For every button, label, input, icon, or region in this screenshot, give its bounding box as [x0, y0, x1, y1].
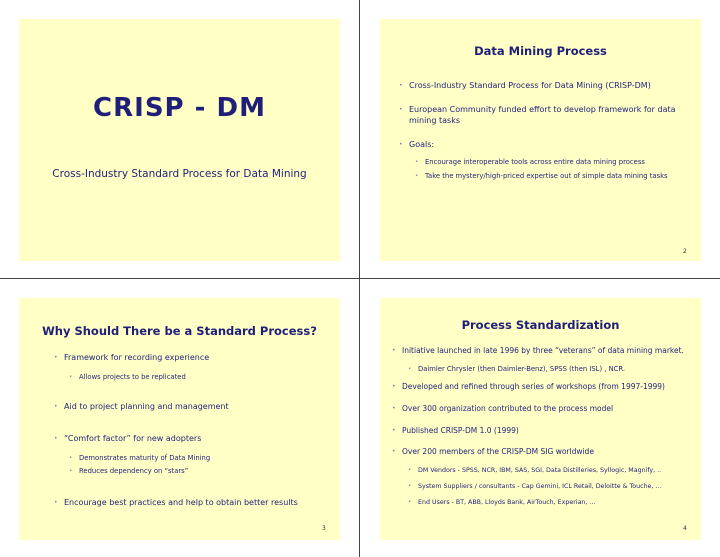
slide-1	[19, 19, 340, 261]
slide-2-title: Data Mining Process	[474, 44, 607, 58]
slide-4-sub-bullet-5b: • System Suppliers / consultants - Cap Gemini, ICL Retail, Deloitte & Touche, …	[408, 482, 708, 492]
slide-4-bullet-5: • Over 200 members of the CRISP-DM SIG worldwide	[392, 447, 707, 458]
slide-4-bullet-1: • Initiative launched in late 1996 by three “veterans” of data mining market.	[392, 346, 707, 357]
slide-4-bullet-3: • Over 300 organization contributed to the process model	[392, 404, 707, 415]
slide-1-subtitle: Cross-Industry Standard Process for Data Mining	[52, 168, 307, 180]
slide-4	[380, 298, 701, 540]
slide-2-bullet-2: • European Community funded effort to develop framework for data mining tasks	[399, 105, 689, 126]
slide-3-page-number: 3	[322, 525, 326, 532]
slide-4-title: Process Standardization	[461, 318, 620, 332]
slide-2	[380, 19, 701, 261]
slide-3-sub-bullet-1a: • Allows projects to be replicated	[69, 373, 329, 383]
slide-2-page-number: 2	[683, 248, 687, 255]
slide-4-sub-bullet-5c: • End Users - BT, ABB, Lloyds Bank, AirTouch, Experian, ...	[408, 498, 708, 508]
slide-2-sub-bullet-2: • Take the mystery/high-priced expertise out of simple data mining tasks	[415, 172, 680, 182]
slide-2-bullet-1: • Cross-Industry Standard Process for Data Mining (CRISP-DM)	[399, 81, 699, 92]
slide-3-bullet-3: • “Comfort factor” for new adopters	[54, 434, 324, 445]
slide-4-bullet-4: • Published CRISP-DM 1.0 (1999)	[392, 426, 707, 437]
slide-4-sub-bullet-5a: • DM Vendors - SPSS, NCR, IBM, SAS, SGI, Data Distilleries, Syllogic, Magnify, ..	[408, 466, 708, 476]
slide-3-sub-bullet-3a: • Demonstrates maturity of Data Mining	[69, 454, 329, 464]
slide-4-page-number: 4	[683, 525, 687, 532]
slide-2-bullet-3: • Goals:	[399, 140, 689, 151]
horizontal-divider	[0, 278, 720, 279]
slide-2-sub-bullet-1: • Encourage interoperable tools across entire data mining process	[415, 158, 695, 168]
slide-3-bullet-1: • Framework for recording experience	[54, 353, 324, 364]
slide-4-bullet-2: • Developed and refined through series of workshops (from 1997-1999)	[392, 382, 707, 393]
vertical-divider	[359, 0, 360, 557]
slide-3-bullet-2: • Aid to project planning and management	[54, 402, 324, 413]
slide-4-sub-bullet-1a: • Daimler Chrysler (then Daimler-Benz), SPSS (then ISL) , NCR.	[408, 365, 703, 375]
slide-3-sub-bullet-3b: • Reduces dependency on “stars”	[69, 467, 329, 477]
slide-3-bullet-4: • Encourage best practices and help to obtain better results	[54, 498, 344, 509]
slide-3-title: Why Should There be a Standard Process?	[42, 324, 317, 338]
slide-3	[19, 298, 340, 540]
slide-1-title: CRISP - DM	[93, 93, 266, 123]
